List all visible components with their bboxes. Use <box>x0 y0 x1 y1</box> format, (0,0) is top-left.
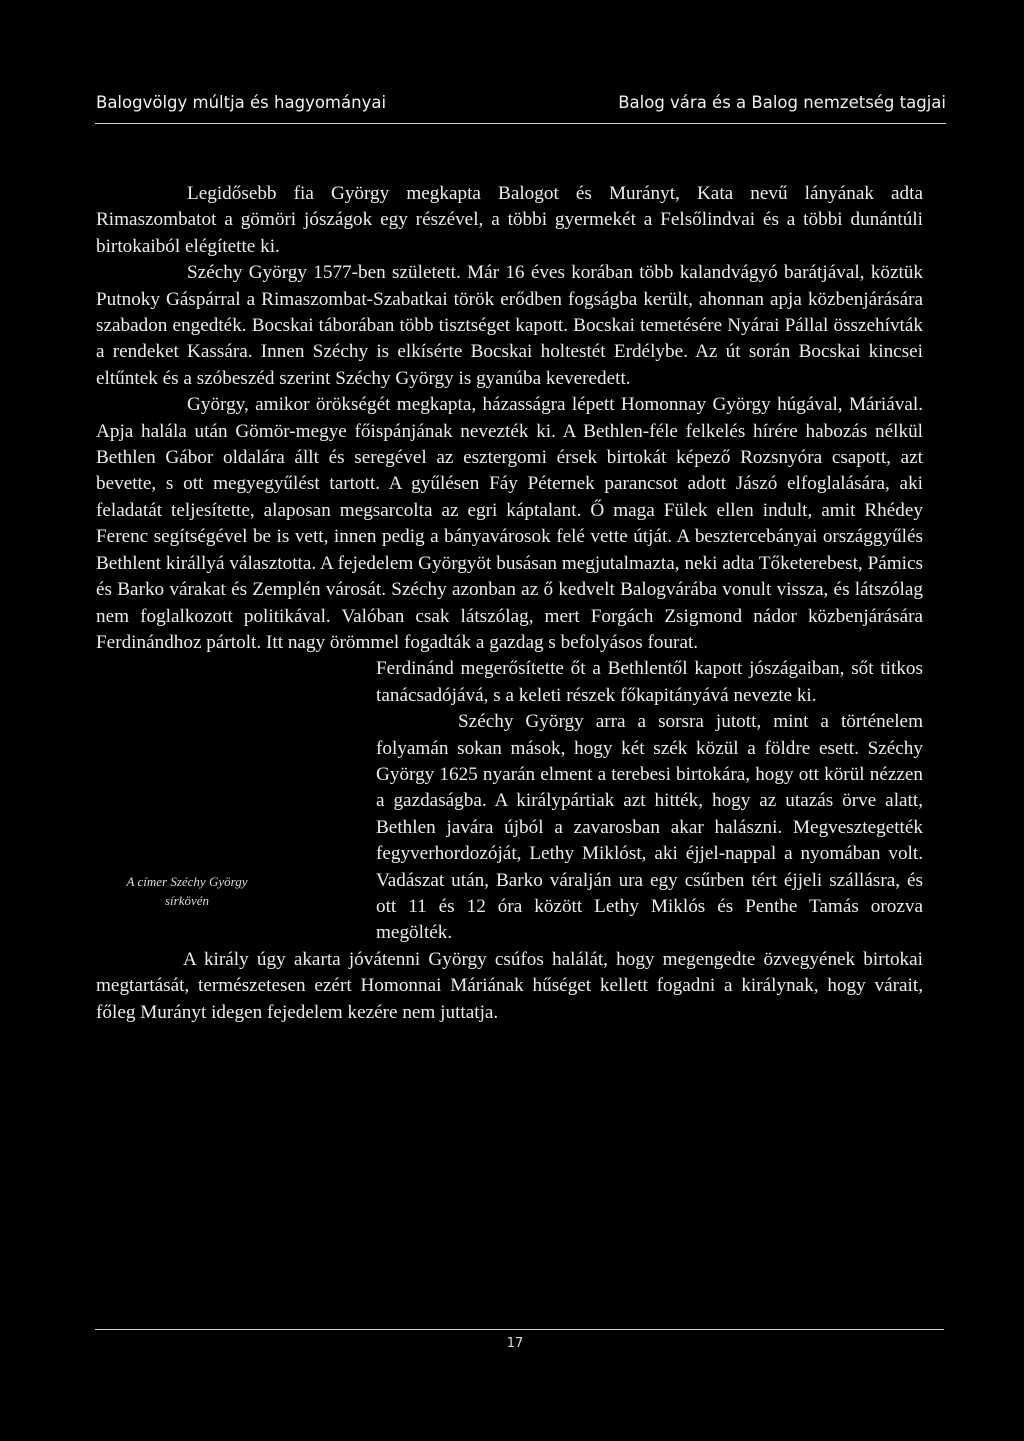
body-text <box>96 181 923 1026</box>
paragraph-4: Széchy György arra a sorsra jutott, mint a történelem folyamán sokan mások, hogy két szék közül a földre esett. Széchy György 1625 nyarán elment a terebesi birtokára, hogy ott körül nézzen a gazdaságba. A királypártiak azt hitték, hogy az utazás örve alatt, Bethlen javára újból a zavarosban akar halászni. Megvesztegették fegyverhordozóját, Lethy Miklóst, aki éjjel-nappal a nyomában volt. Vadászat után, Barko váralján ura egy csűrben tért éjjeli szállásra, és ott 11 és 12 óra között Lethy Miklós és Penthe Tamás orozva megölték. <box>376 711 923 944</box>
side-column <box>376 656 923 946</box>
running-header-left: Balogvölgy múltja és hagyományai <box>96 93 387 112</box>
header-rule <box>95 123 946 124</box>
paragraph-3-continued: Ferdinánd megerősítette őt a Bethlentől kapott jószágaiban, sőt titkos tanácsadójává, s a keleti részek főkapitányává nevezte ki. <box>376 658 923 706</box>
figure-caption-area <box>96 656 376 946</box>
caption-line-1: A címer Széchy György <box>126 874 248 890</box>
paragraph-3: György, amikor örökségét megkapta, házasságra lépett Homonnay György húgával, Máriával. Apja halála után Gömör-megye főispánjának nevezték ki. A Bethlen-féle felkelés hírére habozás nélkül Bethlen Gábor oldalára állt és seregével az esztergomi érsek birtokát képező Rozsnyóra csapott, azt bevette, s ott megyegyűlést tartott. A gyűlésen Fáy Péternek parancsot adott Jászó elfoglalására, aki feladatát teljesítette, alaposan megsarcolta az egri káptalant. Ő maga Fülek ellen indult, amit Rhédey Ferenc segítségével be is vett, innen pedig a bányavárosok felé vette útját. A besztercebányai országgyűlés Bethlent királlyá választotta. A fejedelem Györgyöt busásan megjutalmazta, neki adta Tőketerebest, Pámics és Barko várakat és Zemplén városát. Széchy azonban az ő kedvelt Balogvárába vonult vissza, és látszólag nem foglalkozott politikával. Valóban csak látszólag, mert Forgách Zsigmond nádor közbenjárására Ferdinándhoz pártolt. Itt nagy örömmel fogadták a gazdag s befolyásos fourat. <box>96 394 923 653</box>
footer-rule <box>95 1329 944 1330</box>
paragraph-5: A király úgy akarta jóvátenni György csúfos halálát, hogy megengedte özvegyének birtokai megtartását, természetesen ezért Homonnai Máriának hűséget kellett fogadni a királynak, hogy várait, főleg Murányt idegen fejedelem kezére nem juttatja. <box>96 948 923 1023</box>
page-number: 17 <box>506 1336 524 1351</box>
figure-caption <box>96 872 278 910</box>
paragraph-1: Legidősebb fia György megkapta Balogot és Murányt, Kata nevű lányának adta Rimaszombatot a gömöri jószágok egy részével, a többi gyermekét a Felsőlindvai és a többi dunántúli birtokaiból elégítette ki. <box>96 183 923 257</box>
caption-line-2: sírkövén <box>164 893 210 909</box>
running-header-right: Balog vára és a Balog nemzetség tagjai <box>618 93 946 112</box>
figure-section <box>96 656 923 946</box>
paragraph-2: Széchy György 1577-ben született. Már 16 éves korában több kalandvágyó barátjával, köztük Putnoky Gáspárral a Rimaszombat-Szabatkai török erődben fogságba került, ahonnan apja közbenjárására szabadon engedték. Bocskai táborában több tisztséget kapott. Bocskai temetésére Nyárai Pállal összehívták a rendeket Kassára. Innen Széchy is elkísérte Bocskai holtestét Erdélybe. Az út során Bocskai kincsei eltűntek és a szóbeszéd szerint Széchy György is gyanúba keveredett. <box>96 262 923 389</box>
